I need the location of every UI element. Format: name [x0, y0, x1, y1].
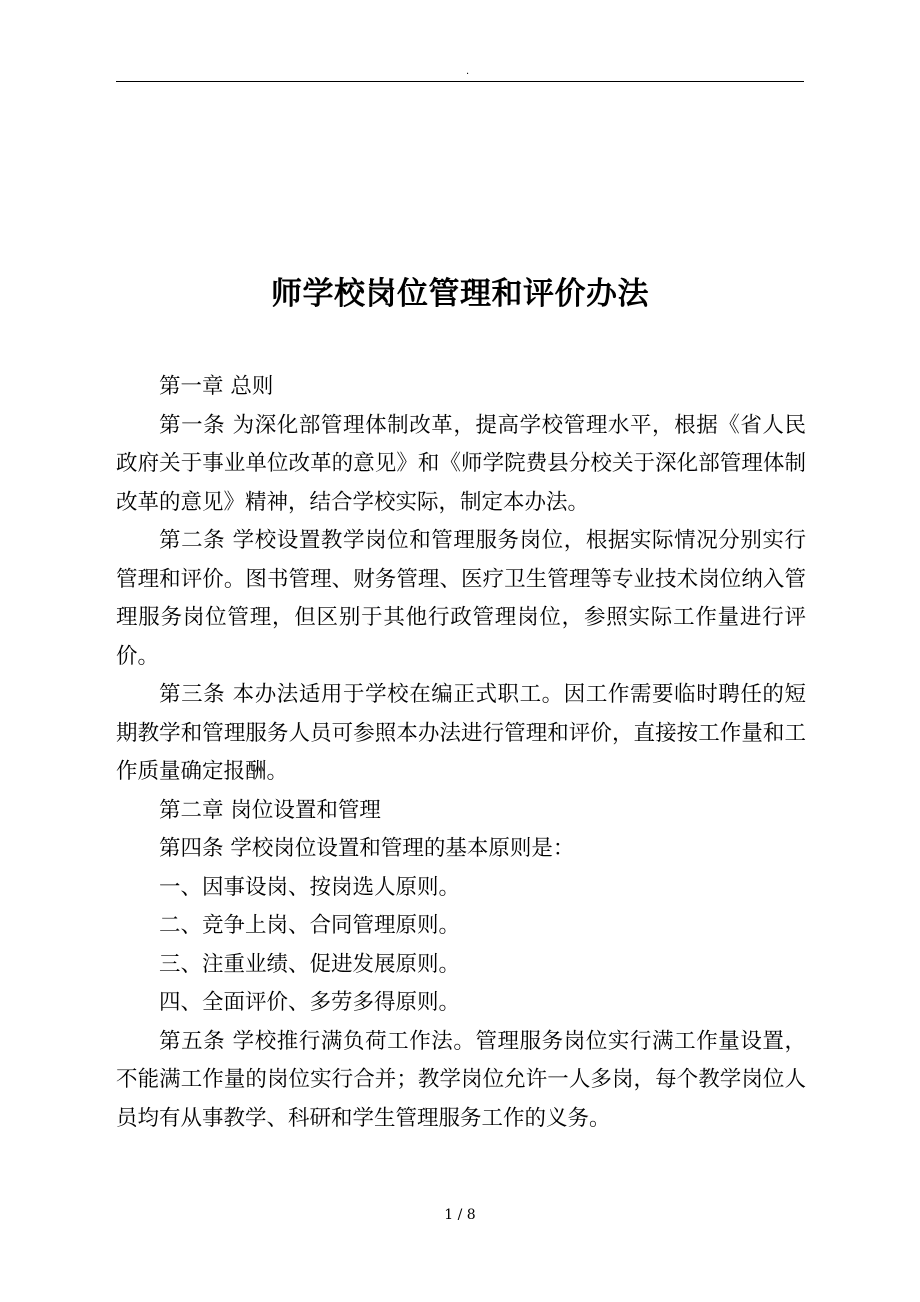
principle-item: 三、注重业绩、促进发展原则。	[159, 951, 461, 977]
header-rule	[116, 81, 804, 82]
header-mark: .	[466, 66, 470, 77]
document-title: 师学校岗位管理和评价办法	[271, 276, 649, 312]
article-paragraph: 第二条 学校设置教学岗位和管理服务岗位，根据实际情况分别实行管理和评价。图书管理、财务管理、医疗卫生管理等专业技术岗位纳入管理服务岗位管理，但区别于其他行政管理岗位，参照实际工作量进行评价。	[116, 528, 806, 669]
principle-item: 四、全面评价、多劳多得原则。	[159, 990, 461, 1015]
article-paragraph: 第四条 学校岗位设置和管理的基本原则是：	[159, 836, 575, 861]
principle-item: 二、竞争上岗、合同管理原则。	[159, 913, 461, 938]
document-body	[116, 368, 806, 1138]
page-number: 1 / 8	[444, 1207, 476, 1223]
article-paragraph: 第一条 为深化部管理体制改革，提高学校管理水平，根据《省人民政府关于事业单位改革的意见》和《师学院费县分校关于深化部管理体制改革的意见》精神，结合学校实际，制定本办法。	[116, 412, 806, 515]
chapter-heading: 第二章 岗位设置和管理	[159, 797, 381, 823]
article-paragraph: 第五条 学校推行满负荷工作法。管理服务岗位实行满工作量设置，不能满工作量的岗位实行合并；教学岗位允许一人多岗，每个教学岗位人员均有从事教学、科研和学生管理服务工作的义务。	[116, 1028, 806, 1131]
chapter-heading: 第一章 总则	[159, 374, 274, 399]
article-paragraph: 第三条 本办法适用于学校在编正式职工。因工作需要临时聘任的短期教学和管理服务人员可参照本办法进行管理和评价，直接按工作量和工作质量确定报酬。	[116, 682, 806, 784]
principle-item: 一、因事设岗、按岗选人原则。	[159, 874, 461, 900]
